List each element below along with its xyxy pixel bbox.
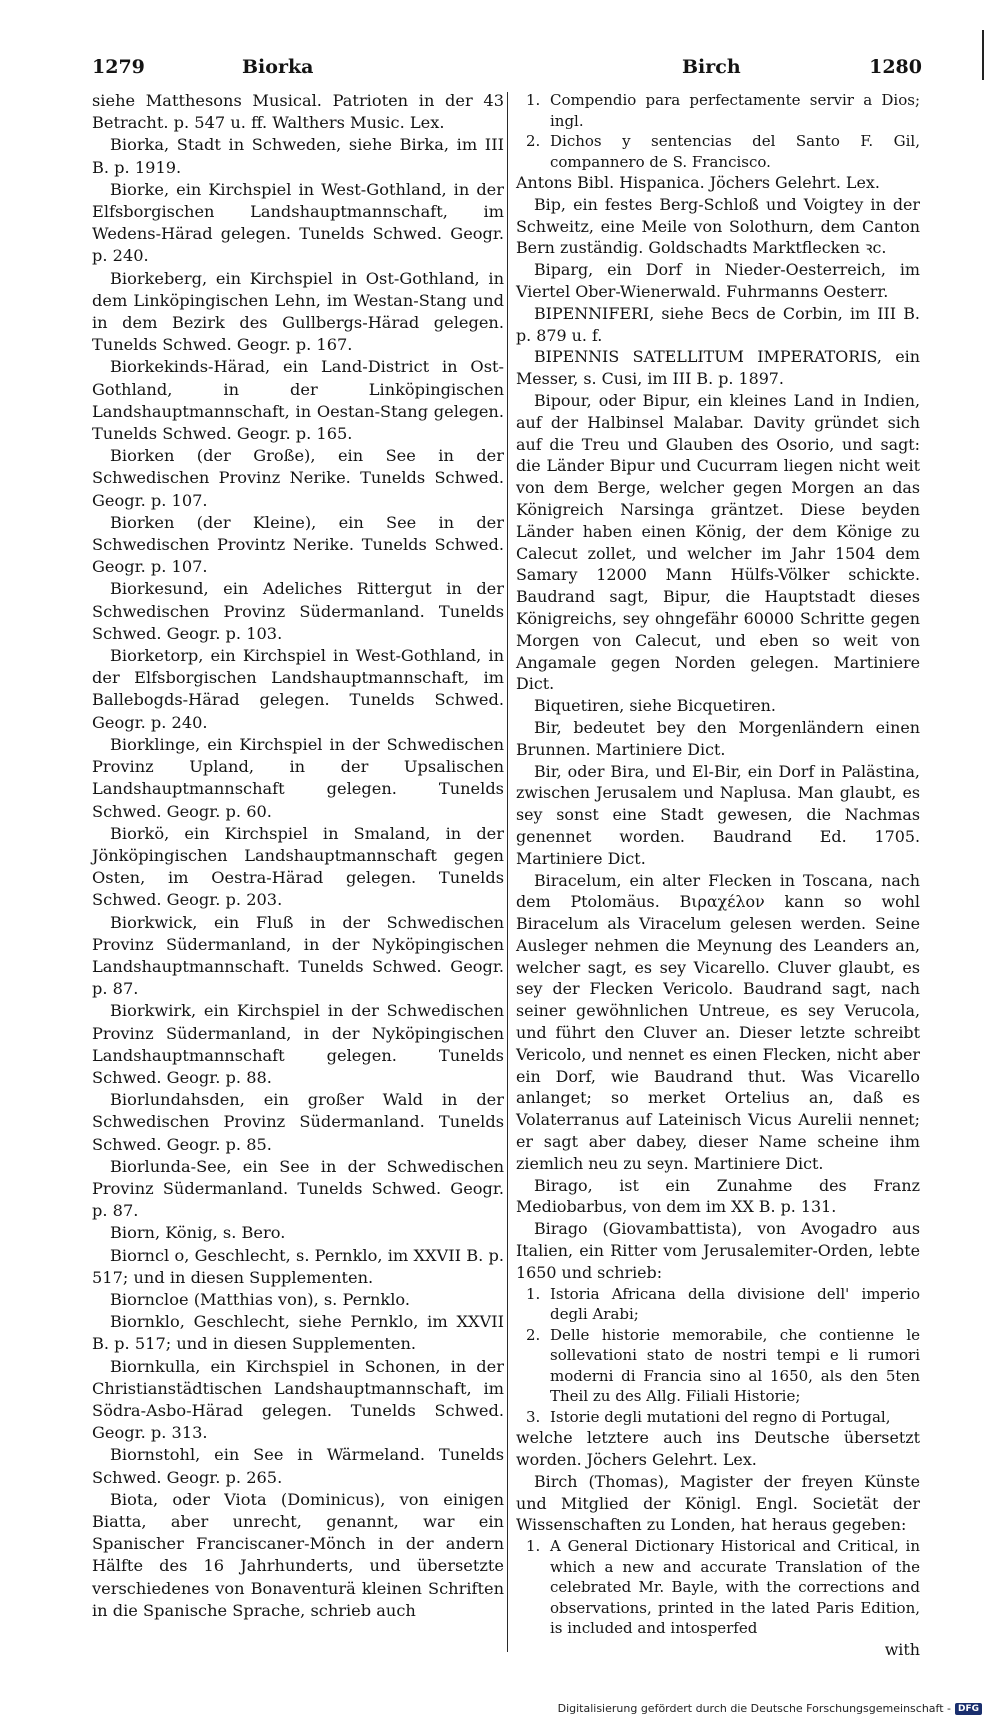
list-entry xyxy=(516,1284,920,1325)
entry-text: Bip, ein festes Berg-Schloß und Voigtey in der Schweitz, eine Meile von Solothurn, dem Canton Bern zuständig. Goldschadts Marktflecken ꝛc. xyxy=(516,194,920,258)
entry-text: Biornkulla, ein Kirchspiel in Schonen, in der Christianstädtischen Landshauptmannschaft, im Södra-Asbo-Härad gelegen. Tunelds Schwed. Geogr. p. 313. xyxy=(92,1356,504,1443)
entry-text: Biquetiren, siehe Bicquetiren. xyxy=(534,696,776,716)
left-page-number: 1279 xyxy=(92,56,145,78)
page-edge-mark xyxy=(982,30,984,80)
entry-text: Birago (Giovambattista), von Avogadro aus Italien, ein Ritter vom Jerusalemiter-Orden, lebte 1650 und schrieb: xyxy=(516,1219,920,1282)
entry-text: Biorkeberg, ein Kirchspiel in Ost-Gothland, in dem Linköpingischen Lehn, im Westan-Stang und in dem Bezirk des Gullbergs-Härad gelegen. Tunelds Schwed. Geogr. p. 167. xyxy=(92,268,504,355)
dictionary-entry xyxy=(92,1222,504,1244)
dictionary-entry xyxy=(92,268,504,357)
entry-text: Istoria Africana della divisione dell' imperio degli Arabi; xyxy=(550,1284,920,1324)
footer-credit xyxy=(558,1702,982,1715)
entry-text: Biorken (der Große), ein See in der Schwedischen Provinz Nerike. Tunelds Schwed. Geogr. p. 107. xyxy=(92,446,504,510)
dictionary-entry xyxy=(92,1089,504,1156)
dictionary-entry xyxy=(516,1427,920,1471)
dictionary-entry xyxy=(516,194,920,259)
dictionary-entry xyxy=(92,1289,504,1311)
entry-text: Birago, ist ein Zunahme des Franz Mediobarbus, von dem im XX B. p. 131. xyxy=(516,1175,920,1217)
dictionary-entry xyxy=(92,912,504,1001)
dictionary-entry xyxy=(516,717,920,761)
dictionary-entry xyxy=(92,1156,504,1223)
dictionary-entry xyxy=(516,1471,920,1536)
left-running-title: Biorka xyxy=(242,56,314,78)
entry-text: Biota, oder Viota (Dominicus), von einigen Biatta, aber unrecht, genannt, war ein Spanischer Franciscaner-Mönch in der andern Hälfte des 16 Jahrhunderts, und übersetzte verschiedenes von Bonaventurä kleinen Schriften in die Spanische Sprache, schrieb auch xyxy=(92,1489,504,1620)
entry-text: Biorncloe (Matthias von), s. Pernklo. xyxy=(110,1289,410,1309)
dictionary-entry xyxy=(516,870,920,1175)
dictionary-entry xyxy=(92,645,504,734)
entry-text: BIPENNIS SATELLITUM IMPERATORIS, ein Messer, s. Cusi, im III B. p. 1897. xyxy=(516,347,920,389)
entry-text: Biorn, König, s. Bero. xyxy=(110,1223,286,1243)
right-page-number: 1280 xyxy=(869,56,922,78)
entry-text: Biorkwick, ein Fluß in der Schwedischen Provinz Südermanland, in der Nyköpingischen Landshauptmannschaft. Tunelds Schwed. Geogr. p. 87. xyxy=(92,912,504,999)
entry-text: Compendio para perfectamente servir a Dios; ingl. xyxy=(550,91,920,130)
entry-text: Bir, oder Bira, und El-Bir, ein Dorf in Palästina, zwischen Jerusalem und Naplusa. Man glaubt, es sey sonst eine Stadt gewesen, die Nachmas genennet worden. Baudrand Ed. 1705. Martiniere Dict. xyxy=(516,761,920,868)
entry-text: Biorketorp, ein Kirchspiel in West-Gothland, in der Elfsborgischen Landshauptmannschaft, im Ballebogds-Härad gelegen. Tunelds Schwed. Geogr. p. 240. xyxy=(92,646,504,732)
entry-text: Biorlunda-See, ein See in der Schwedischen Provinz Südermanland. Tunelds Schwed. Geogr. p. 87. xyxy=(92,1156,504,1221)
dictionary-entry xyxy=(92,1311,504,1355)
list-number: 1. xyxy=(526,1537,541,1556)
entry-text: Biorka, Stadt in Schweden, siehe Birka, im III B. p. 1919. xyxy=(92,135,504,177)
entry-text: Biornstohl, ein See in Wärmeland. Tunelds Schwed. Geogr. p. 265. xyxy=(92,1445,504,1487)
entry-text: welche letztere auch ins Deutsche übersetzt worden. Jöchers Gelehrt. Lex. xyxy=(516,1428,920,1469)
entry-text: siehe Matthesons Musical. Patrioten in der 43 Betracht. p. 547 u. ff. Walthers Music. Lex. xyxy=(92,91,504,133)
dictionary-entry xyxy=(92,1444,504,1488)
dictionary-entry xyxy=(92,823,504,912)
list-number: 1. xyxy=(526,91,541,109)
left-column xyxy=(92,90,504,1622)
list-entry xyxy=(516,131,920,172)
dictionary-entry xyxy=(516,390,920,695)
list-entry xyxy=(516,1407,920,1428)
list-entry xyxy=(516,90,920,131)
dictionary-entry xyxy=(92,90,504,134)
dictionary-entry xyxy=(92,512,504,579)
entry-text: Biorkekinds-Härad, ein Land-District in Ost-Gothland, in der Linköpingischen Landshauptmannschaft, in Oestan-Stang gelegen. Tunelds Schwed. Geogr. p. 165. xyxy=(92,357,504,444)
entry-text: Biorncl o, Geschlecht, s. Pernklo, im XXVII B. p. 517; und in diesen Supplementen. xyxy=(92,1245,504,1287)
entry-text: Dichos y sentencias del Santo F. Gil, compannero de S. Francisco. xyxy=(550,132,920,171)
list-number: 1. xyxy=(526,1284,541,1303)
entry-text: Biorke, ein Kirchspiel in West-Gothland, in der Elfsborgischen Landshauptmannschaft, im Wedens-Härad gelegen. Tunelds Schwed. Geogr. p. 240. xyxy=(92,179,504,266)
dictionary-entry xyxy=(92,1000,504,1089)
dictionary-entry xyxy=(92,734,504,823)
entry-text: Biornklo, Geschlecht, siehe Pernklo, im XXVII B. p. 517; und in diesen Supplementen. xyxy=(92,1312,504,1354)
entry-text: with xyxy=(884,1639,920,1659)
column-divider xyxy=(507,92,508,1652)
entry-text: Bir, bedeutet bey den Morgenländern einen Brunnen. Martiniere Dict. xyxy=(516,717,920,759)
entry-text: Biorlundahsden, ein großer Wald in der Schwedischen Provinz Südermanland. Tunelds Schwed. Geogr. p. 85. xyxy=(92,1090,504,1154)
dictionary-entry xyxy=(92,179,504,268)
list-entry xyxy=(516,1536,920,1639)
dictionary-entry xyxy=(516,1218,920,1283)
list-entry xyxy=(516,1325,920,1407)
right-running-title: Birch xyxy=(682,56,741,78)
dictionary-entry xyxy=(516,695,920,717)
entry-text: Biorkesund, ein Adeliches Rittergut in der Schwedischen Provinz Südermanland. Tunelds Schwed. Geogr. p. 103. xyxy=(92,579,504,643)
entry-text: Bipour, oder Bipur, ein kleines Land in Indien, auf der Halbinsel Malabar. Davity gründet sich auf die Treu und Glauben des Osorio, und sagt: die Länder Bipur und Cucurram liegen nicht weit von dem Berge, welcher gegen Morgen an das Königreich Narsinga gräntzet. Diese beyden Länder haben einen König, der dem Könige zu Calecut zollet, und welcher im Jahr 1504 dem Samary 12000 Mann Hülfs-Völker schickte. Baudrand sagt, Bipur, die Hauptstadt dieses Königreichs, sey ohngefähr 60000 Schritte gegen Morgen von Calecut, und eben so weit von Angamale gegen Norden gelegen. Martiniere Dict. xyxy=(516,390,920,694)
dictionary-entry xyxy=(516,259,920,303)
dictionary-entry xyxy=(92,1489,504,1622)
entry-text: Delle historie memorabile, che contienne le sollevationi stato de nostri tempi e li rumori moderni di Francia sino al 1650, als den 5ten Theil zu des Allg. Filiali Historie; xyxy=(550,1325,920,1406)
list-number: 3. xyxy=(526,1407,541,1426)
entry-text: Biorken (der Kleine), ein See in der Schwedischen Provintz Nerike. Tunelds Schwed. Geogr. p. 107. xyxy=(92,512,504,577)
footer-text: Digitalisierung gefördert durch die Deutsche Forschungsgemeinschaft - xyxy=(557,1702,951,1715)
right-column xyxy=(516,90,920,1660)
entry-text: Birch (Thomas), Magister der freyen Künste und Mitglied der Königl. Engl. Societät der Wissenschaften zu Londen, hat heraus gegeben: xyxy=(516,1471,920,1535)
entry-text: A General Dictionary Historical and Critical, in which a new and accurate Translation of the celebrated Mr. Bayle, with the corrections and observations, printed in the lated Paris Edition, is included and intosperfed xyxy=(550,1537,920,1638)
dictionary-entry xyxy=(92,1245,504,1289)
entry-text: BIPENNIFERI, siehe Becs de Corbin, im III B. p. 879 u. f. xyxy=(516,303,920,345)
dictionary-entry xyxy=(92,356,504,445)
dictionary-entry xyxy=(516,1175,920,1219)
entry-text: Istorie degli mutationi del regno di Portugal, xyxy=(550,1407,891,1426)
dictionary-entry xyxy=(92,134,504,178)
dictionary-entry xyxy=(516,172,920,194)
entry-text: Biparg, ein Dorf in Nieder-Oesterreich, im Viertel Ober-Wienerwald. Fuhrmanns Oesterr. xyxy=(516,260,920,301)
entry-text: Biorklinge, ein Kirchspiel in der Schwedischen Provinz Upland, in der Upsalischen Landshauptmannschaft gelegen. Tunelds Schwed. Geogr. p. 60. xyxy=(92,734,504,821)
dictionary-entry xyxy=(516,761,920,870)
dictionary-entry xyxy=(516,346,920,390)
dictionary-entry xyxy=(516,303,920,347)
dictionary-entry xyxy=(92,445,504,512)
entry-text: Biorkwirk, ein Kirchspiel in der Schwedischen Provinz Südermanland, in der Nyköpingischen Landshauptmannschaft gelegen. Tunelds Schwed. Geogr. p. 88. xyxy=(92,1001,504,1087)
dictionary-entry xyxy=(516,1639,920,1661)
dictionary-entry xyxy=(92,1356,504,1445)
entry-text: Antons Bibl. Hispanica. Jöchers Gelehrt. Lex. xyxy=(516,173,880,192)
dfg-logo: DFG xyxy=(955,1703,982,1715)
entry-text: Biorkö, ein Kirchspiel in Smaland, in der Jönköpingischen Landshauptmannschaft gegen Osten, im Oestra-Härad gelegen. Tunelds Schwed. Geogr. p. 203. xyxy=(92,823,504,910)
entry-text: Biracelum, ein alter Flecken in Toscana, nach dem Ptolomäus. Βιραχέλον kann so wohl Biracelum als Viracelum gelesen werden. Seine Ausleger nehmen die Meynung des Leanders an, welcher sagt, es sey Vicarello. Cluver glaubt, es sey der Flecken Vericolo. Baudrand sagt, nach seiner gewöhnlichen Untreue, es sey Verucola, und führt den Cluver an. Dieser letzte schreibt Vericolo, und nennet es einen Flecken, nicht aber ein Dorf, wie Baudrand thut. Was Vicarello anlanget; so merket Ortelius an, daß es Volaterranus auf Lateinisch Vicus Aurelii nennet; er sagt aber dabey, dieser Name scheine ihm ziemlich neu zu seyn. Martiniere Dict. xyxy=(516,870,920,1173)
running-header xyxy=(92,56,922,86)
dictionary-entry xyxy=(92,578,504,645)
list-number: 2. xyxy=(526,1325,541,1344)
list-number: 2. xyxy=(526,132,541,150)
